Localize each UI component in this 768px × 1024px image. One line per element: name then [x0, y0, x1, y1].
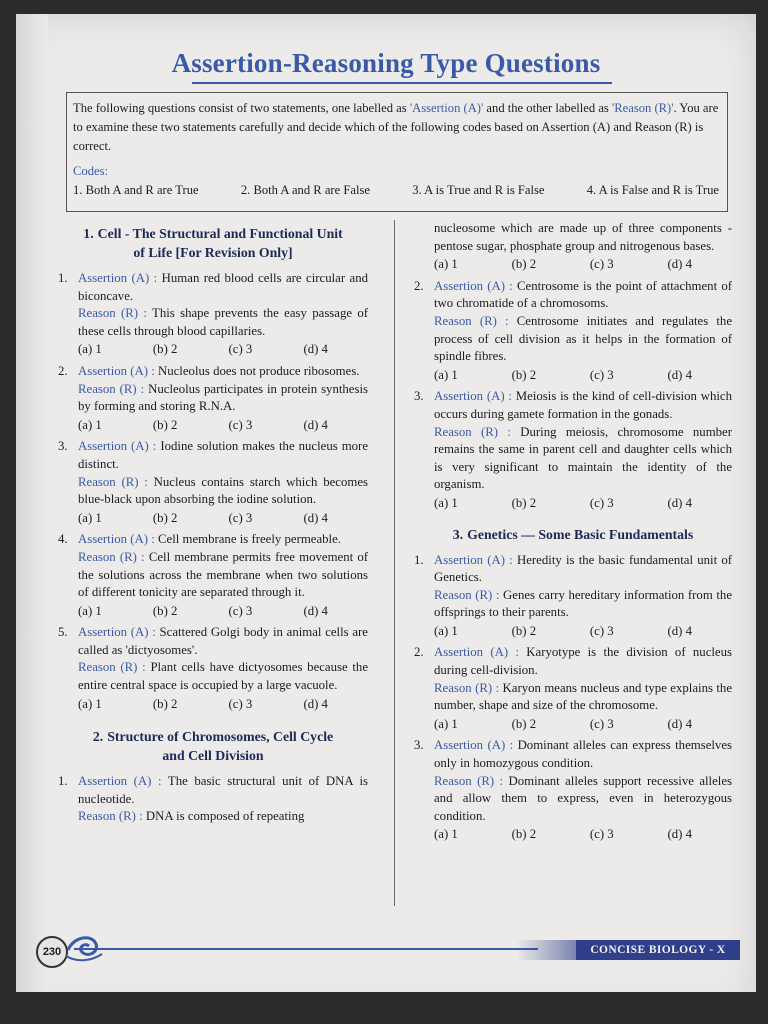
answer-options: (a) 1 (b) 2 (c) 3 (d) 4 [434, 623, 692, 638]
question-item: 3. Assertion (A) : Dominant alleles can express themselves only in homozygous condition. Reason (R) : Dominant alleles support recessive alleles and allow them to express, even in heterozygous condition. (a) 1 (b) 2 (c) 3 (d) 4 [414, 737, 732, 844]
answer-options: (a) 1 (b) 2 (c) 3 (d) 4 [78, 696, 328, 711]
answer-options: (a) 1 (b) 2 (c) 3 (d) 4 [434, 495, 692, 510]
page-number: 230 [36, 936, 68, 968]
answer-options: (a) 1 (b) 2 (c) 3 (d) 4 [434, 716, 692, 731]
section-heading-3: 3. Genetics — Some Basic Fundamentals [452, 526, 694, 542]
book-page [16, 14, 756, 1014]
answer-options: (a) 1 (b) 2 (c) 3 (d) 4 [434, 367, 692, 382]
code-item: 2. Both A and R are False [240, 183, 370, 197]
codes-list [73, 181, 723, 200]
question-item: 2. Assertion (A) : Centrosome is the point of attachment of two chromatide of a chromosoms. Reason (R) : Centrosome initiates and regulates the process of cell division as it helps in the formation of spindle fibres. (a) 1 (b) 2 (c) 3 (d) 4 [414, 278, 732, 385]
swirl-ornament-icon [64, 928, 104, 968]
question-item: 3. Assertion (A) : Iodine solution makes the nucleus more distinct. Reason (R) : Nucleus contains starch which becomes blue-black upon absorbing the iodine solution. (a) 1 (b) 2 (c) 3 (d) 4 [58, 438, 368, 527]
answer-options: (a) 1 (b) 2 (c) 3 (d) 4 [78, 510, 328, 525]
footer-rule [74, 948, 538, 950]
question-item: 1. Assertion (A) : Human red blood cells are circular and biconcave. Reason (R) : This shape prevents the easy passage of these cells through blood capillaries. (a) 1 (b) 2 (c) 3 (d) 4 [58, 270, 368, 359]
answer-options: (a) 1 (b) 2 (c) 3 (d) 4 [434, 827, 692, 842]
instructions-text: The following questions consist of two statements, one labelled as 'Assertion (A)' and the other labelled as 'Reason (R)'. You are to examine these two statements carefully and decide which of the following codes based on Assertion (A) and Reason (R) is correct. [73, 101, 719, 153]
codes-label: Codes: [73, 164, 108, 178]
question-item: 1. Assertion (A) : Heredity is the basic fundamental unit of Genetics. Reason (R) : Genes carry hereditary information from the offsprings to their parents. (a) 1 (b) 2 (c) 3 (d) 4 [414, 552, 732, 641]
question-item: 1. Assertion (A) : The basic structural unit of DNA is nucleotide. Reason (R) : DNA is composed of repeating [58, 774, 368, 824]
answer-options: (a) 1 (b) 2 (c) 3 (d) 4 [434, 257, 692, 272]
question-item: 2. Assertion (A) : Nucleolus does not produce ribosomes. Reason (R) : Nucleolus participates in protein synthesis by forming and storing R.N.A. (a) 1 (b) 2 (c) 3 (d) 4 [58, 363, 368, 434]
brand-bar-fade [516, 940, 576, 960]
question-continuation: nucleosome which are made up of three components - pentose sugar, phosphate group and nitrogenous bases. [434, 221, 732, 253]
column-divider [394, 220, 395, 906]
answer-options: (a) 1 (b) 2 (c) 3 (d) 4 [78, 417, 328, 432]
section-1-questions [58, 270, 368, 713]
background-surface [0, 992, 768, 1024]
code-item: 4. A is False and R is True [586, 183, 719, 197]
section-heading-1: 1. Cell - The Structural and Functional Unit of Life [For Revision Only] [83, 226, 343, 260]
book-brand: CONCISE BIOLOGY - X [576, 940, 740, 960]
question-item: 3. Assertion (A) : Meiosis is the kind of cell-division which occurs during gamete formation in the gonads. Reason (R) : During meiosis, chromosome number remains the same in parent cell and daughter cells which is very significant to maintain the identity of the organism. (a) 1 (b) 2 (c) 3 (d) 4 [414, 388, 732, 512]
answer-options: (a) 1 (b) 2 (c) 3 (d) 4 [78, 342, 328, 357]
question-item: 2. Assertion (A) : Karyotype is the division of nucleus during cell-division. Reason (R) : Karyon means nucleus and type explains the number, shape and size of the chromosome. (a) 1 (b) 2 (c) 3 (d) 4 [414, 644, 732, 733]
left-column [58, 220, 368, 830]
question-item: 5. Assertion (A) : Scattered Golgi body in animal cells are called as 'dictyosomes'. Reason (R) : Plant cells have dictyosomes because the entire central space is occupied by a large vacuole. (a) 1 (b) 2 (c) 3 (d) 4 [58, 624, 368, 713]
instructions-box [66, 92, 728, 212]
title-underline [192, 82, 612, 84]
page-gutter [16, 14, 48, 1014]
code-item: 3. A is True and R is False [412, 183, 545, 197]
answer-options: (a) 1 (b) 2 (c) 3 (d) 4 [78, 603, 328, 618]
page-title: Assertion-Reasoning Type Questions [171, 48, 601, 78]
question-item: 4. Assertion (A) : Cell membrane is freely permeable. Reason (R) : Cell membrane permits free movement of the solutions across the membrane when two solutions of different tonicity are separated through it. (a) 1 (b) 2 (c) 3 (d) 4 [58, 531, 368, 620]
right-column [414, 220, 732, 848]
section-heading-2: 2. Structure of Chromosomes, Cell Cycle and Cell Division [92, 729, 334, 764]
code-item: 1. Both A and R are True [73, 183, 199, 197]
